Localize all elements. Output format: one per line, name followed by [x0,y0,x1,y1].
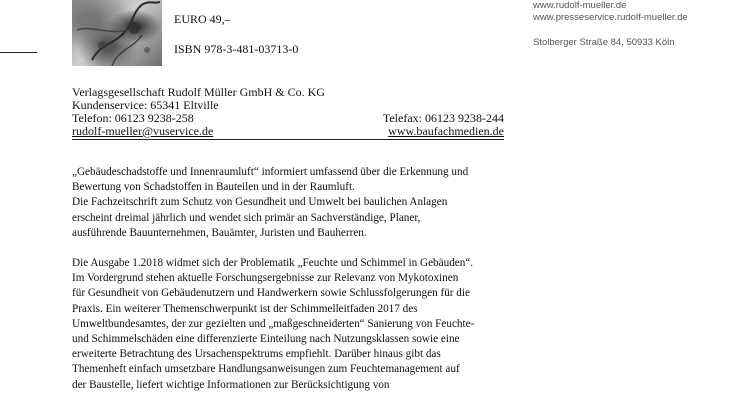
paragraph-1 [72,165,532,241]
p2-line: Die Ausgabe 1.2018 widmet sich der Problematik „Feuchte und Schimmel in Gebäuden“. [72,257,474,270]
p2-line: Im Vordergrund stehen aktuelle Forschungsergebnisse zur Relevanz von Mykotoxinen [72,272,459,285]
book-isbn: ISBN 978-3-481-03713-0 [174,42,299,56]
p1-line: erscheint dreimal jährlich und wendet sich primär an Sachverständige, Planer, [72,211,421,224]
publisher-fax: Telefax: 06123 9238-244 [382,111,504,125]
publisher-divider [72,139,504,140]
paragraph-2 [72,256,532,393]
publisher-phone: Telefon: 06123 9238-258 [72,111,194,125]
publisher-web-link[interactable]: www.baufachmedien.de [388,124,504,138]
p1-line: ausführende Bauunternehmen, Bauämter, Juristen und Bauherren. [72,226,367,239]
p2-line: Praxis. Ein weiterer Themenschwerpunkt ist der Schimmelleitfaden 2017 des [72,302,418,315]
left-margin-rule [0,52,37,53]
header-press-link[interactable]: www.presseservice.rudolf-mueller.de [533,12,688,23]
p1-line: „Gebäudeschadstoffe und Innenraumluft“ informiert umfassend über die Erkennung und [72,166,469,178]
body-text [72,165,532,393]
p2-line: Umweltbundesamtes, der zur gezielten und „maßgeschneiderten“ Sanierung von Feuchte- [72,317,475,330]
p2-line: Themenheft einfach umsetzbare Handlungsanweisungen zum Feuchtemanagement auf [72,363,460,376]
p2-line: und Schimmelschäden eine differenzierte Einteilung nach Nutzungsklassen sowie eine [72,333,460,346]
p2-line: der Baustelle, liefert wichtige Informationen zur Berücksichtigung von [72,378,390,391]
p1-line: Bewertung von Schadstoffen in Bauteilen und in der Raumluft. [72,181,355,194]
header-website-link[interactable]: www.rudolf-mueller.de [533,0,627,11]
header-contact [533,0,688,48]
book-price: EURO 49,– [174,12,231,26]
p2-line: erweiterte Betrachtung des Ursachenspektrums empfiehlt. Darüber hinaus gibt das [72,348,441,361]
header-address: Stolberger Straße 84, 50933 Köln [533,37,675,48]
book-cover-image [72,0,162,66]
publisher-block [72,86,504,140]
publisher-email-link[interactable]: rudolf-mueller@vuservice.de [72,124,214,138]
publisher-links-row [72,125,504,138]
publisher-name: Verlagsgesellschaft Rudolf Müller GmbH & Co. KG [72,85,325,99]
p2-line: für Gesundheit von Gebäudenutzern und Handwerkern sowie Schlussfolgerungen für die [72,287,470,300]
p1-line: Die Fachzeitschrift zum Schutz von Gesundheit und Umwelt bei baulichen Anlagen [72,196,448,209]
publisher-service: Kundenservice: 65341 Eltville [72,98,219,112]
